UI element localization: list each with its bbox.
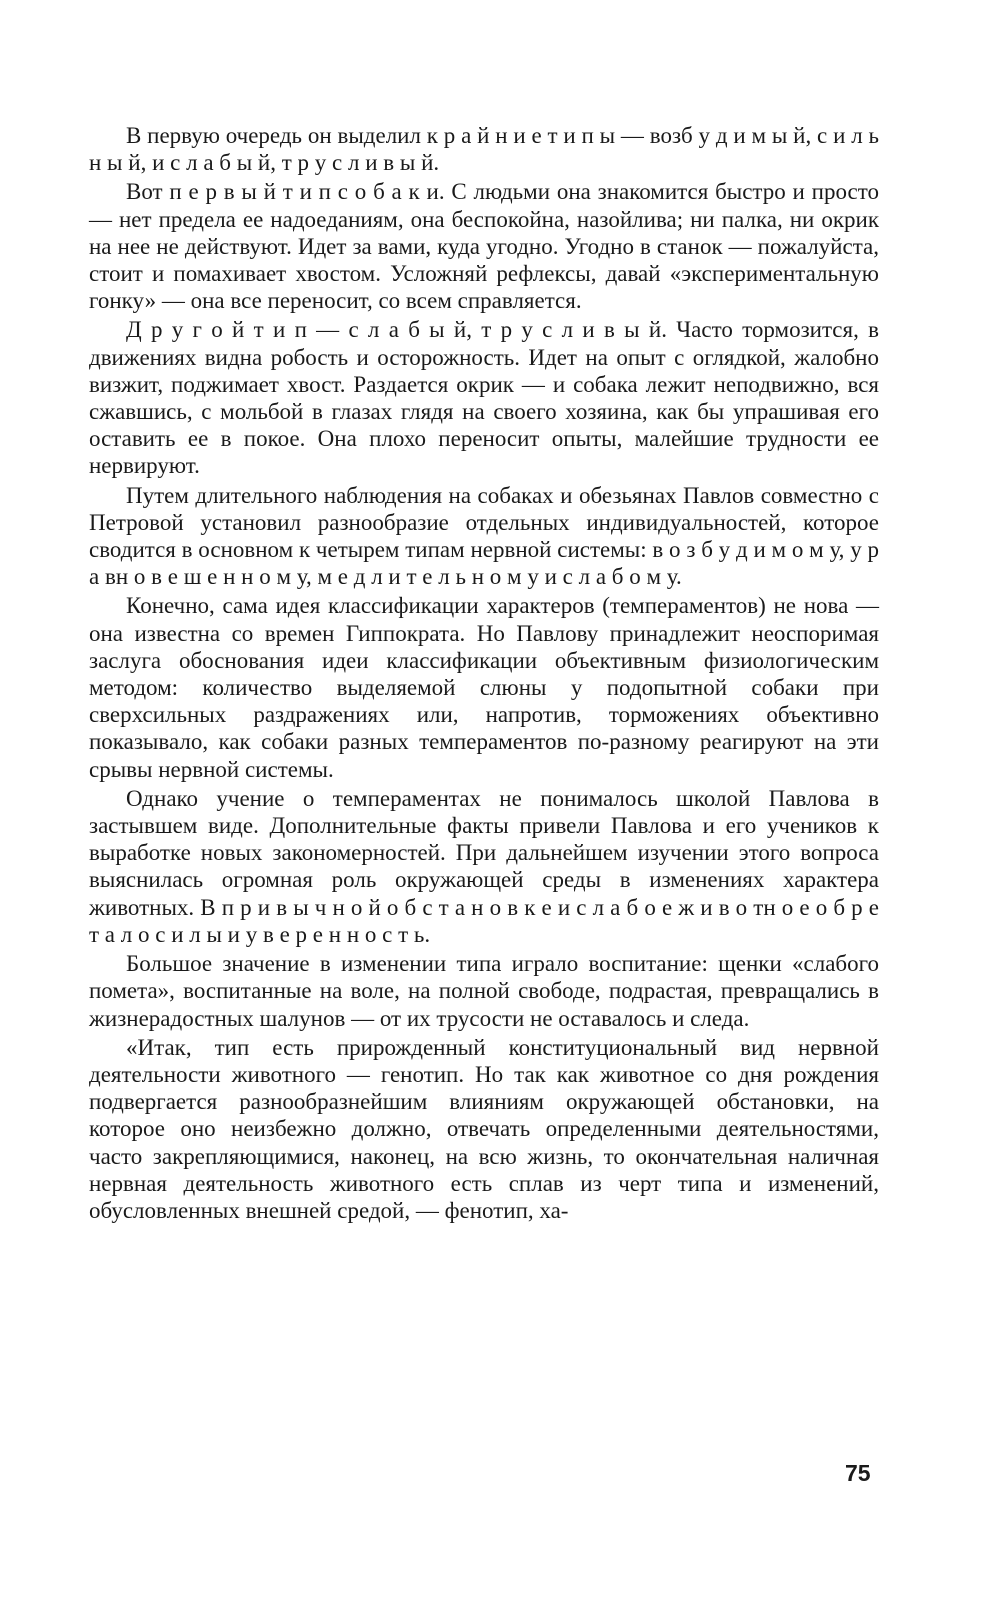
paragraph-6: Однако учение о темпераментах не понималось школой Павлова в застывшем виде. Дополнительные факты привели Павлова и его учеников к выработке новых закономерностей. При дальнейшем изучении этого вопроса выяснилась огромная роль окружающей среды в изменениях характера животных. В п р и в ы ч н о й о б с т а н о в к е и с л а б о е ж и в о тн о е о б р е т а л о с и л ы и у в е р е н н о с т ь. (89, 785, 879, 947)
text-column (89, 122, 879, 1226)
paragraph-2: Вот п е р в ы й т и п с о б а к и. С людьми она знакомится быстро и просто — нет предела ее надоеданиям, она беспокойна, назойлива; ни палка, ни окрик на нее не действуют. Идет за вами, куда угодно. Угодно в станок — пожалуйста, стоит и помахивает хвостом. Усложняй рефлексы, давай «экспериментальную гонку» — она все переносит, со всем справляется. (89, 179, 879, 314)
paragraph-5: Конечно, сама идея классификации характеров (темпераментов) не нова — она известна со времен Гиппократа. Но Павлову принадлежит неоспоримая заслуга обоснования идеи классификации объективным физиологическим методом: количество выделяемой слюны у подопытной собаки при сверхсильных раздражениях или, напротив, торможениях объективно показывало, как собаки разных темпераментов по-разному реагируют на эти срывы нервной системы. (89, 593, 879, 782)
paragraph-4: Путем длительного наблюдения на собаках и обезьянах Павлов совместно с Петровой установил разнообразие отдельных индивидуальностей, которое сводится в основном к четырем типам нервной системы: в о з б у д и м о м у, у р а вн о в е ш е н н о м у, м е д л и т е л ь н о м у и с л а б о м у. (89, 482, 879, 590)
paragraph-3: Д р у г о й т и п — с л а б ы й, т р у с л и в ы й. Часто тормозится, в движениях видна робость и осторожность. Идет на опыт с оглядкой, жалобно визжит, поджимает хвост. Раздается окрик — и собака лежит неподвижно, вся сжавшись, с мольбой в глазах глядя на своего хозяина, как бы упрашивая его оставить ее в покое. Она плохо переносит опыты, малейшие трудности ее нервируют. (89, 317, 879, 479)
paragraph-1: В первую очередь он выделил к р а й н и е т и п ы — возб у д и м ы й, с и л ь н ы й, и с л а б ы й, т р у с л и в ы й. (89, 123, 879, 176)
page-number: 75 (845, 1460, 871, 1486)
paragraph-8: «Итак, тип есть прирожденный конституциональный вид нервной деятельности животного — генотип. Но так как животное со дня рождения подвергается разнообразнейшим влияниям окружающей обстановки, на которое оно неизбежно должно, отвечать определенными деятельностями, часто закрепляющимися, наконец, на всю жизнь, то окончательная наличная нервная деятельность животного есть сплав из черт типа и изменений, обусловленных внешней средой, — фенотип, ха- (89, 1034, 879, 1223)
paragraph-7: Большое значение в изменении типа играло воспитание: щенки «слабого помета», воспитанные на воле, на полной свободе, подрастая, превращались в жизнерадостных шалунов — от их трусости не оставалось и следа. (89, 951, 879, 1031)
